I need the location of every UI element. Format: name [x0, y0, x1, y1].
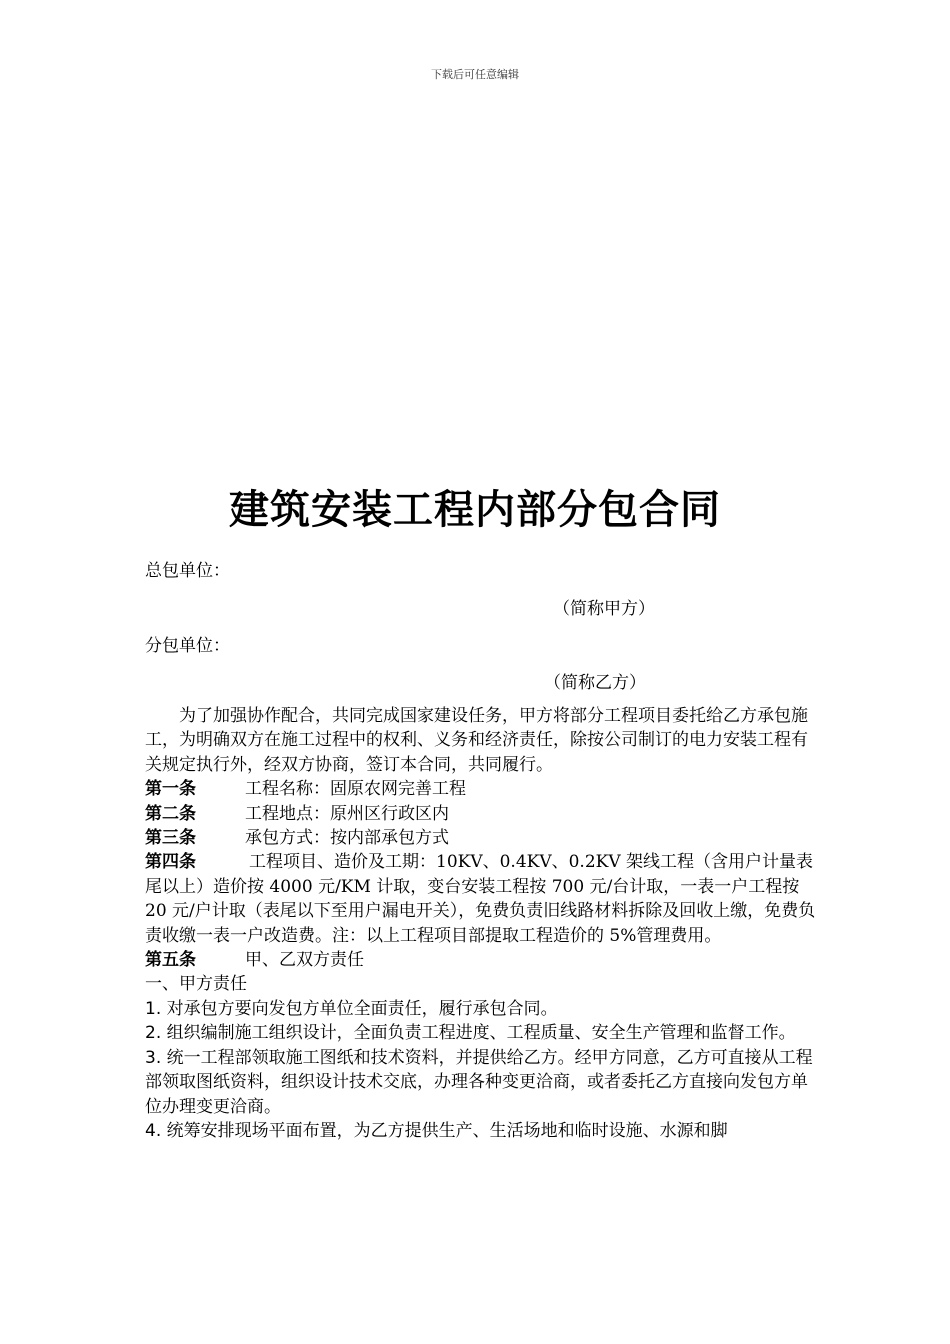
subcontractor-abbr: （简称乙方） — [544, 673, 646, 693]
header-note: 下载后可任意编辑 — [431, 68, 519, 81]
article-2-text: 工程地点：原州区行政区内 — [245, 803, 449, 824]
article-3-label: 第三条 — [145, 828, 196, 849]
list-item-text: 统一工程部领取施工图纸和技术资料，并提供给乙方。经甲方同意，乙方可直接从工程部领取图纸资料，组织设计技术交底，办理各种变更洽商，或者委托乙方直接向发包方单位办理变更洽商。 — [145, 1047, 813, 1117]
article-5 — [145, 948, 817, 972]
article-2 — [145, 802, 817, 826]
list-item-text: 对承包方要向发包方单位全面责任，履行承包合同。 — [166, 998, 558, 1019]
list-item-number: 1. — [145, 998, 162, 1019]
list-item-text: 统筹安排现场平面布置，为乙方提供生产、生活场地和临时设施、水源和脚 — [166, 1120, 728, 1141]
article-5-text: 甲、乙双方责任 — [245, 950, 364, 971]
document-title: 建筑安装工程内部分包合同 — [229, 487, 721, 533]
article-4-label: 第四条 — [145, 852, 196, 873]
article-4-text: 工程项目、造价及工期：10KV、0.4KV、0.2KV 架线工程（含用户计量表尾以上）造价按 4000 元/KM 计取，变台安装工程按 700 元/台计取，一表一户工程按 20 元/户计取（表尾以下至用户漏电开关），免费负责旧线路材料拆除及回收上缴，免费负责收缴一表一户改造费。注：以上工程项目部提取工程造价的 5%管理费用。 — [145, 852, 816, 946]
list-item-number: 3. — [145, 1047, 162, 1068]
subcontractor-label: 分包单位： — [145, 636, 230, 656]
intro-paragraph: 为了加强协作配合，共同完成国家建设任务，甲方将部分工程项目委托给乙方承包施工，为明确双方在施工过程中的权利、义务和经济责任，除按公司制订的电力安装工程有关规定执行外，经双方协商，签订本合同，共同履行。 — [145, 706, 808, 775]
article-1-text: 工程名称：固原农网完善工程 — [245, 779, 466, 800]
list-item-number: 4. — [145, 1120, 162, 1141]
list-item — [145, 1119, 817, 1143]
article-3-text: 承包方式：按内部承包方式 — [245, 828, 449, 849]
article-4 — [145, 850, 817, 948]
article-2-label: 第二条 — [145, 803, 196, 824]
contract-body — [145, 704, 817, 1143]
article-1 — [145, 777, 817, 801]
list-item — [145, 1021, 817, 1045]
list-item — [145, 1046, 817, 1119]
general-contractor-abbr: （简称甲方） — [553, 599, 655, 619]
list-item — [145, 997, 817, 1021]
general-contractor-label: 总包单位： — [145, 561, 230, 581]
article-1-label: 第一条 — [145, 779, 196, 800]
article-5-label: 第五条 — [145, 950, 196, 971]
list-item-number: 2. — [145, 1023, 162, 1044]
list-item-text: 组织编制施工组织设计，全面负责工程进度、工程质量、安全生产管理和监督工作。 — [166, 1023, 796, 1044]
section-a-heading: 一、甲方责任 — [145, 974, 247, 995]
article-3 — [145, 826, 817, 850]
